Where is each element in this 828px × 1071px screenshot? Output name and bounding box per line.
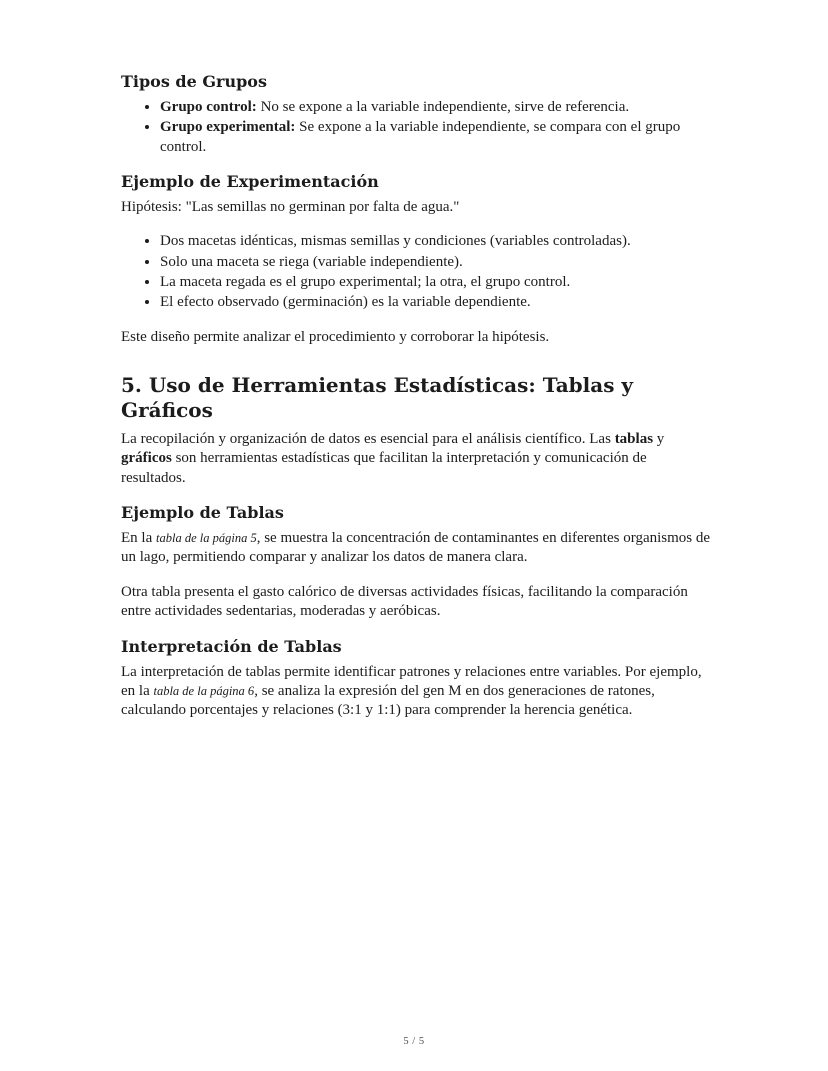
bullet-text: Se expone a la variable independiente, se compara con el grupo control.: [160, 119, 681, 155]
text-run: En la: [121, 530, 156, 547]
section-ejemplo-tablas: [121, 503, 713, 621]
list-item-grupo-control: [160, 98, 713, 117]
list-item: [160, 293, 713, 312]
section-ejemplo-experimentacion: [121, 172, 713, 347]
paragraph-tabla-gasto-calorico: Otra tabla presenta el gasto calórico de diversas actividades físicas, facilitando la comparación entre actividades sedentarias, moderadas y aeróbicas.: [121, 583, 688, 620]
bullet-bold-label: Grupo control:: [160, 99, 257, 115]
section-heading-herramientas-estadisticas: 5. Uso de Herramientas Estadísticas: Tablas y Gráficos: [121, 373, 634, 423]
paragraph-conclusion: Este diseño permite analizar el procedimiento y corroborar la hipótesis.: [121, 328, 550, 345]
text-run: y: [653, 431, 665, 448]
paragraph-hipotesis: Hipótesis: "Las semillas no germinan por falta de agua.": [121, 199, 460, 216]
section-herramientas-estadisticas: [121, 373, 713, 488]
text-run: son herramientas estadísticas que facilitan la interpretación y comunicación de resultados.: [121, 450, 647, 486]
section-tipos-de-grupos: [121, 72, 713, 157]
section-interpretacion-tablas: [121, 637, 713, 721]
bullet-text: No se expone a la variable independiente, sirve de referencia.: [256, 99, 630, 115]
list-item: [160, 273, 713, 292]
document-page: [121, 72, 713, 736]
bold-term-tablas: tablas: [614, 431, 654, 448]
page-reference-link-pagina-6[interactable]: tabla de la página 6: [153, 683, 255, 698]
text-run: , se analiza la expresión del gen M en dos generaciones de ratones, calculando porcentajes y relaciones (3:1 y 1:1) para comprender la herencia genética.: [121, 682, 655, 719]
bullet-text: Dos macetas idénticas, mismas semillas y condiciones (variables controladas).: [160, 233, 631, 250]
bold-term-graficos: gráficos: [121, 450, 172, 467]
text-run: La interpretación de tablas permite identificar patrones y relaciones entre variables. Por ejemplo, en la: [121, 663, 702, 699]
list-item-grupo-experimental: [160, 118, 713, 157]
bullet-text: Solo una maceta se riega (variable independiente).: [160, 253, 463, 270]
page-reference-link-pagina-5[interactable]: tabla de la página 5: [156, 531, 257, 546]
list-item: [160, 253, 713, 272]
bullet-list-grupos: [121, 98, 713, 157]
section-heading-interpretacion-tablas: Interpretación de Tablas: [121, 636, 342, 656]
section-heading-tipos-de-grupos: Tipos de Grupos: [121, 72, 267, 91]
bullet-text: El efecto observado (germinación) es la variable dependiente.: [160, 294, 531, 311]
bullet-text: La maceta regada es el grupo experimental; la otra, el grupo control.: [160, 274, 571, 291]
paragraph-interpretacion: [121, 663, 713, 721]
list-item: [160, 232, 713, 251]
text-run: La recopilación y organización de datos es esencial para el análisis científico. Las: [121, 431, 615, 448]
section-heading-ejemplo-tablas: Ejemplo de Tablas: [121, 503, 284, 523]
bullet-bold-label: Grupo experimental:: [160, 119, 296, 136]
section-heading-ejemplo-experimentacion: Ejemplo de Experimentación: [121, 172, 379, 192]
page-number-indicator: 5 / 5: [403, 1036, 425, 1047]
paragraph-intro-herramientas: [121, 430, 713, 488]
paragraph-tabla-contaminantes: [121, 529, 713, 568]
bullet-list-experimento: [121, 232, 713, 312]
text-run: , se muestra la concentración de contaminantes en diferentes organismos de un lago, permitiendo comparar y analizar los datos de manera clara.: [121, 530, 711, 566]
